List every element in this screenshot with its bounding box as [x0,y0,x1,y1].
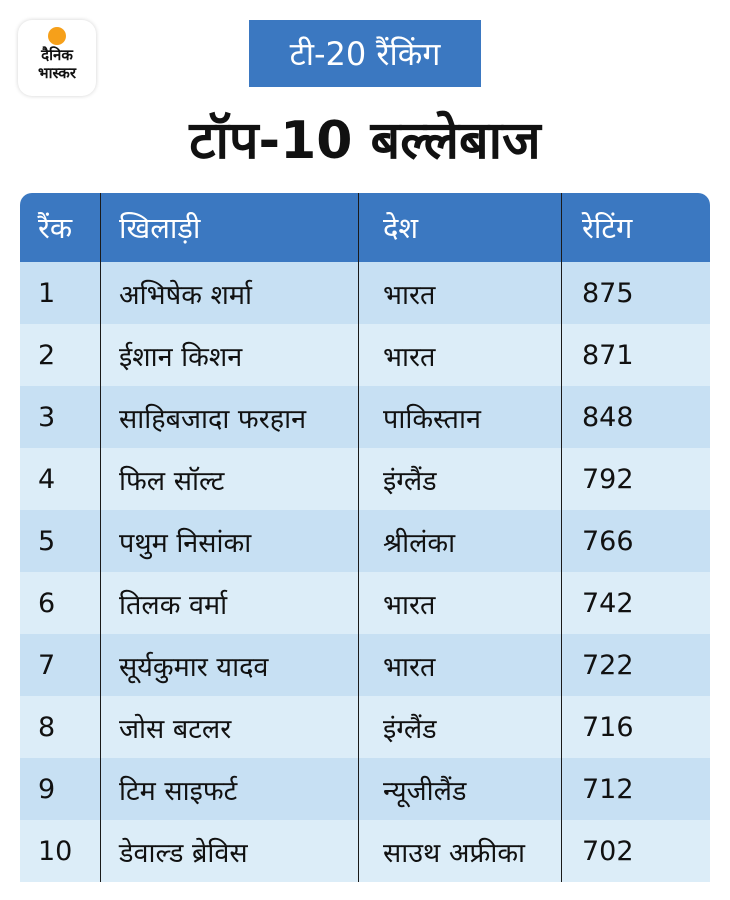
table-row [20,448,710,510]
table-body [20,262,710,882]
rating-cell: 712 [582,773,634,805]
rating-cell: 792 [582,463,634,495]
player-cell: डेवाल्ड ब्रेविस [101,820,359,882]
country-cell: भारत [359,324,562,386]
rating-cell: 716 [582,711,634,743]
sun-icon [48,27,66,45]
rank-cell: 8 [20,696,101,758]
logo-line-2: भास्कर [38,64,76,82]
rank-cell: 3 [20,386,101,448]
rating-cell: 871 [582,339,634,371]
player-cell: अभिषेक शर्मा [101,262,359,324]
table-row [20,696,710,758]
table-row [20,820,710,882]
logo-line-1: दैनिक [41,46,73,64]
player-cell: जोस बटलर [101,696,359,758]
rank-cell: 5 [20,510,101,572]
rank-cell: 6 [20,572,101,634]
player-cell: पथुम निसांका [101,510,359,572]
country-cell: इंग्लैंड [359,696,562,758]
player-cell: साहिबजादा फरहान [101,386,359,448]
header-country: देश [359,193,562,262]
category-badge: टी-20 रैंकिंग [249,20,481,87]
table-row [20,634,710,696]
rank-cell: 9 [20,758,101,820]
header-rank: रैंक [20,193,101,262]
rating-cell: 848 [582,401,634,433]
table-row [20,262,710,324]
dainik-bhaskar-logo [18,20,96,96]
rating-cell: 766 [582,525,634,557]
player-cell: टिम साइफर्ट [101,758,359,820]
header-rating: रेटिंग [582,211,633,245]
country-cell: श्रीलंका [359,510,562,572]
table-row [20,758,710,820]
page-title: टॉप-10 बल्लेबाज [189,111,541,171]
player-cell: ईशान किशन [101,324,359,386]
rank-cell: 1 [20,262,101,324]
country-cell: न्यूजीलैंड [359,758,562,820]
rating-cell: 875 [582,277,634,309]
country-cell: भारत [359,634,562,696]
table-row [20,324,710,386]
table-row [20,572,710,634]
country-cell: इंग्लैंड [359,448,562,510]
table-header-row [20,193,710,262]
rank-cell: 10 [20,820,101,882]
rank-cell: 7 [20,634,101,696]
logo-wordmark [18,46,96,82]
rank-cell: 2 [20,324,101,386]
rankings-table [20,193,710,882]
rating-cell: 722 [582,649,634,681]
header-player: खिलाड़ी [101,193,359,262]
rank-cell: 4 [20,448,101,510]
rating-cell: 702 [582,835,634,867]
player-cell: फिल सॉल्ट [101,448,359,510]
player-cell: सूर्यकुमार यादव [101,634,359,696]
country-cell: पाकिस्तान [359,386,562,448]
country-cell: साउथ अफ्रीका [359,820,562,882]
table-row [20,510,710,572]
rating-cell: 742 [582,587,634,619]
country-cell: भारत [359,572,562,634]
country-cell: भारत [359,262,562,324]
table-row [20,386,710,448]
player-cell: तिलक वर्मा [101,572,359,634]
